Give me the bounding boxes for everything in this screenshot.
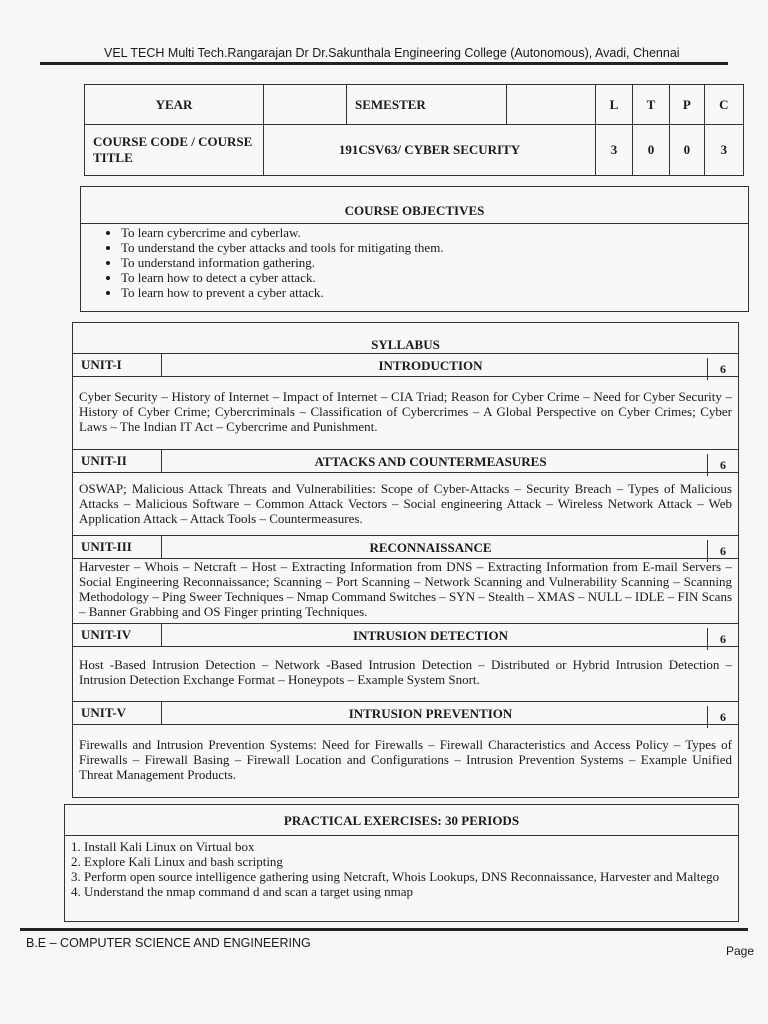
ltpc-p-value: 0 bbox=[670, 125, 705, 176]
unit-title: INTRUSION DETECTION bbox=[353, 628, 508, 643]
objectives-list bbox=[81, 225, 748, 300]
unit-hours: 6 bbox=[707, 628, 738, 650]
syllabus-box bbox=[72, 322, 739, 798]
practical-item: 4. Understand the nmap command d and scan a target using nmap bbox=[71, 884, 414, 899]
practical-divider bbox=[65, 835, 738, 836]
unit-header-4 bbox=[73, 623, 738, 647]
unit-body-1: Cyber Security – History of Internet – Impact of Internet – CIA Triad; Reason for Cyber Crime – Need for Cyber Security – History of Cyber Crime; Cybercriminals – Classification of Cybercrimes – A Global Perspective on Cyber Crimes; Cyber Laws – The Indian IT Act – Cybercrime and Punishment. bbox=[79, 389, 732, 434]
objectives-title: COURSE OBJECTIVES bbox=[344, 203, 485, 218]
semester-label: SEMESTER bbox=[347, 85, 507, 125]
unit-header-2 bbox=[73, 449, 738, 473]
practical-item: 3. Perform open source intelligence gathering using Netcraft, Whois Lookups, DNS Reconnaissance, Harvester and Maltego bbox=[71, 869, 720, 884]
ltpc-c: C bbox=[704, 85, 743, 125]
objective-item: • To learn how to prevent a cyber attack. bbox=[121, 285, 748, 300]
ltpc-t-value: 0 bbox=[633, 125, 670, 176]
course-table bbox=[84, 84, 744, 176]
unit-body-3: Harvester – Whois – Netcraft – Host – Extracting Information from DNS – Extracting Information from E-mail Servers – Social Engineering Reconnaissance; Scanning – Port Scanning – Network Scanning and Vulnerability Scanning – Scanning Methodology – Ping Sweer Techniques – Nmap Command Switches – SYN – Stealth – XMAS – NULL – IDLE – FIN Scans – Banner Grabbing and OS Finger printing Techniques. bbox=[79, 559, 733, 619]
unit-body-2: OSWAP; Malicious Attack Threats and Vulnerabilities: Scope of Cyber-Attacks – Security Breach – Types of Malicious Attacks – Malicious Software – Common Attack Vectors – Social engineering Attack – Wireless Network Attack – Web Application Attack – Attack Tools – Countermeasures. bbox=[79, 481, 732, 526]
unit-label: UNIT-I bbox=[73, 354, 162, 376]
ltpc-t: T bbox=[633, 85, 670, 125]
unit-header-5 bbox=[73, 701, 738, 725]
objective-item: • To understand the cyber attacks and tools for mitigating them. bbox=[121, 240, 748, 255]
unit-header-3 bbox=[73, 535, 738, 559]
unit-title: RECONNAISSANCE bbox=[369, 540, 492, 555]
course-code-label: COURSE CODE / COURSE TITLE bbox=[85, 125, 264, 176]
semester-value bbox=[507, 85, 596, 125]
unit-title: ATTACKS AND COUNTERMEASURES bbox=[314, 454, 547, 469]
header-rule bbox=[40, 62, 728, 65]
unit-label: UNIT-V bbox=[73, 702, 162, 724]
practical-item: 1. Install Kali Linux on Virtual box bbox=[71, 839, 255, 854]
page-header: VEL TECH Multi Tech.Rangarajan Dr Dr.Sakunthala Engineering College (Autonomous), Avadi, Chennai bbox=[104, 46, 680, 60]
page-label: Page bbox=[726, 944, 755, 958]
year-label: YEAR bbox=[85, 85, 264, 125]
objectives-divider bbox=[81, 223, 748, 224]
objective-item: • To learn how to detect a cyber attack. bbox=[121, 270, 748, 285]
unit-body-4: Host -Based Intrusion Detection – Network -Based Intrusion Detection – Distributed or Hybrid Intrusion Detection – Intrusion Detection Exchange Format – Honeypots – Example System Snort. bbox=[79, 657, 732, 687]
ltpc-l-value: 3 bbox=[596, 125, 633, 176]
objective-item: • To understand information gathering. bbox=[121, 255, 748, 270]
syllabus-title: SYLLABUS bbox=[371, 337, 440, 352]
ltpc-c-value: 3 bbox=[704, 125, 743, 176]
unit-hours: 6 bbox=[707, 358, 738, 380]
footer-rule bbox=[20, 928, 748, 931]
practical-title: PRACTICAL EXERCISES: 30 PERIODS bbox=[283, 813, 520, 828]
page-footer: B.E – COMPUTER SCIENCE AND ENGINEERING bbox=[26, 936, 311, 950]
practical-box bbox=[64, 804, 739, 922]
unit-label: UNIT-IV bbox=[73, 624, 162, 646]
objectives-box bbox=[80, 186, 749, 312]
ltpc-p: P bbox=[670, 85, 705, 125]
unit-hours: 6 bbox=[707, 454, 738, 476]
unit-body-5: Firewalls and Intrusion Prevention Systems: Need for Firewalls – Firewall Characteristics and Access Policy – Types of Firewalls – Firewall Basing – Firewall Location and Configurations – Intrusion Prevention Systems – Example Unified Threat Management Products. bbox=[79, 737, 732, 782]
ltpc-l: L bbox=[596, 85, 633, 125]
practical-item: 2. Explore Kali Linux and bash scripting bbox=[71, 854, 283, 869]
unit-hours: 6 bbox=[707, 540, 738, 562]
unit-header-1 bbox=[73, 353, 738, 377]
unit-label: UNIT-III bbox=[73, 536, 162, 558]
year-value bbox=[264, 85, 347, 125]
unit-title: INTRODUCTION bbox=[378, 358, 483, 373]
objective-item: • To learn cybercrime and cyberlaw. bbox=[121, 225, 748, 240]
unit-label: UNIT-II bbox=[73, 450, 162, 472]
unit-title: INTRUSION PREVENTION bbox=[348, 706, 513, 721]
course-title: 191CSV63/ CYBER SECURITY bbox=[264, 125, 596, 176]
practical-list bbox=[71, 839, 732, 899]
unit-hours: 6 bbox=[707, 706, 738, 728]
